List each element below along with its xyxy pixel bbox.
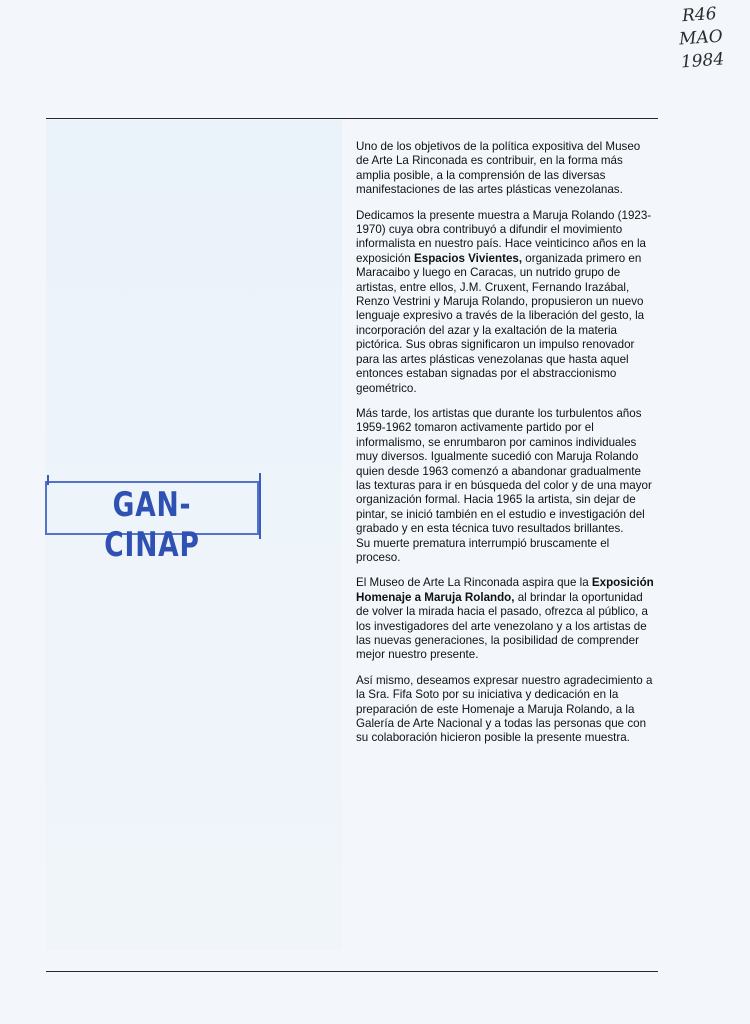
paragraph-text: El Museo de Arte La Rinconada aspira que la — [356, 576, 592, 590]
paragraph-homage — [356, 576, 656, 662]
paragraph-text: al brindar la oportunidad de volver la mirada hacia el pasado, ofrezca al público, a los investigadores del arte venezolano y a los artistas de las nuevas generaciones, la posibilidad de comprender mejor nuestro presente. — [356, 590, 648, 662]
paragraph-text: organizada primero en Maracaibo y luego en Caracas, un nutrido grupo de artistas, entre ellos, J.M. Cruxent, Fernando Irazábal, Renzo Vestrini y Maruja Rolando, propusieron un nuevo lenguaje expresivo a través de la liberación del gesto, la incorporación del azar y la exaltación de la materia pictórica. Sus obras significaron un impulso renovador para las artes plásticas venezolanas que hasta aquel entonces estaban signadas por el abstraccionismo geométrico. — [356, 251, 645, 395]
paragraph-intro — [356, 140, 656, 198]
stamp-label: GAN-CINAP — [104, 485, 200, 565]
paragraph-dedication — [356, 209, 656, 396]
paragraph-acknowledgements — [356, 674, 656, 746]
exhibition-title-homenaje: Exposición Homenaje a Maruja Rolando, — [356, 576, 654, 604]
paragraph-text: Así mismo, deseamos expresar nuestro agradecimiento a la Sra. Fifa Soto por su iniciativa y dedicación en la preparación de este Homenaje a Maruja Rolando, a la Galería de Arte Nacional y a todas las personas que con su colaboración hicieron posible la presente muestra. — [356, 673, 653, 745]
bottom-divider — [46, 971, 658, 972]
paragraph-text: Uno de los objetivos de la política expositiva del Museo de Arte La Rinconada es contribuir, en la forma más amplia posible, a la comprensión de las diversas manifestaciones de las artes plásticas venezolanas. — [356, 140, 641, 197]
paragraph-text: Dedicamos la presente muestra a Maruja Rolando (1923-1970) cuya obra contribuyó a difundir el movimiento informalista en nuestro país. Hace veinticinco años en la exposición — [356, 208, 652, 265]
handwritten-line: 1984 — [680, 49, 725, 73]
library-stamp — [45, 477, 263, 565]
top-divider — [46, 118, 658, 119]
stamp-mark — [47, 475, 49, 485]
stamp-mark — [259, 473, 261, 539]
handwritten-line: MAO — [678, 26, 724, 50]
handwritten-line: R46 — [681, 3, 718, 27]
paragraph-later-years — [356, 407, 656, 565]
handwritten-catalog-note — [668, 2, 735, 75]
paragraph-text: Más tarde, los artistas que durante los turbulentos años 1959-1962 tomaron activamente partido por el informalismo, se enrumbaron por caminos individuales muy diversos. Igualmente sucedió con Maruja Rolando quien desde 1963 comenzó a abandonar gradualmente las texturas para ir en búsqueda del color y de una mayor organización formal. Hacia 1965 la artista, sin dejar de pintar, se inició también en el estudio e investigación del grabado y en esta técnica tuvo resultados brillantes. — [356, 406, 652, 536]
exhibition-title-espacios-vivientes: Espacios Vivientes, — [414, 251, 523, 265]
body-text-column — [356, 140, 656, 757]
paragraph-text: Su muerte prematura interrumpió bruscamente el proceso. — [356, 536, 610, 564]
